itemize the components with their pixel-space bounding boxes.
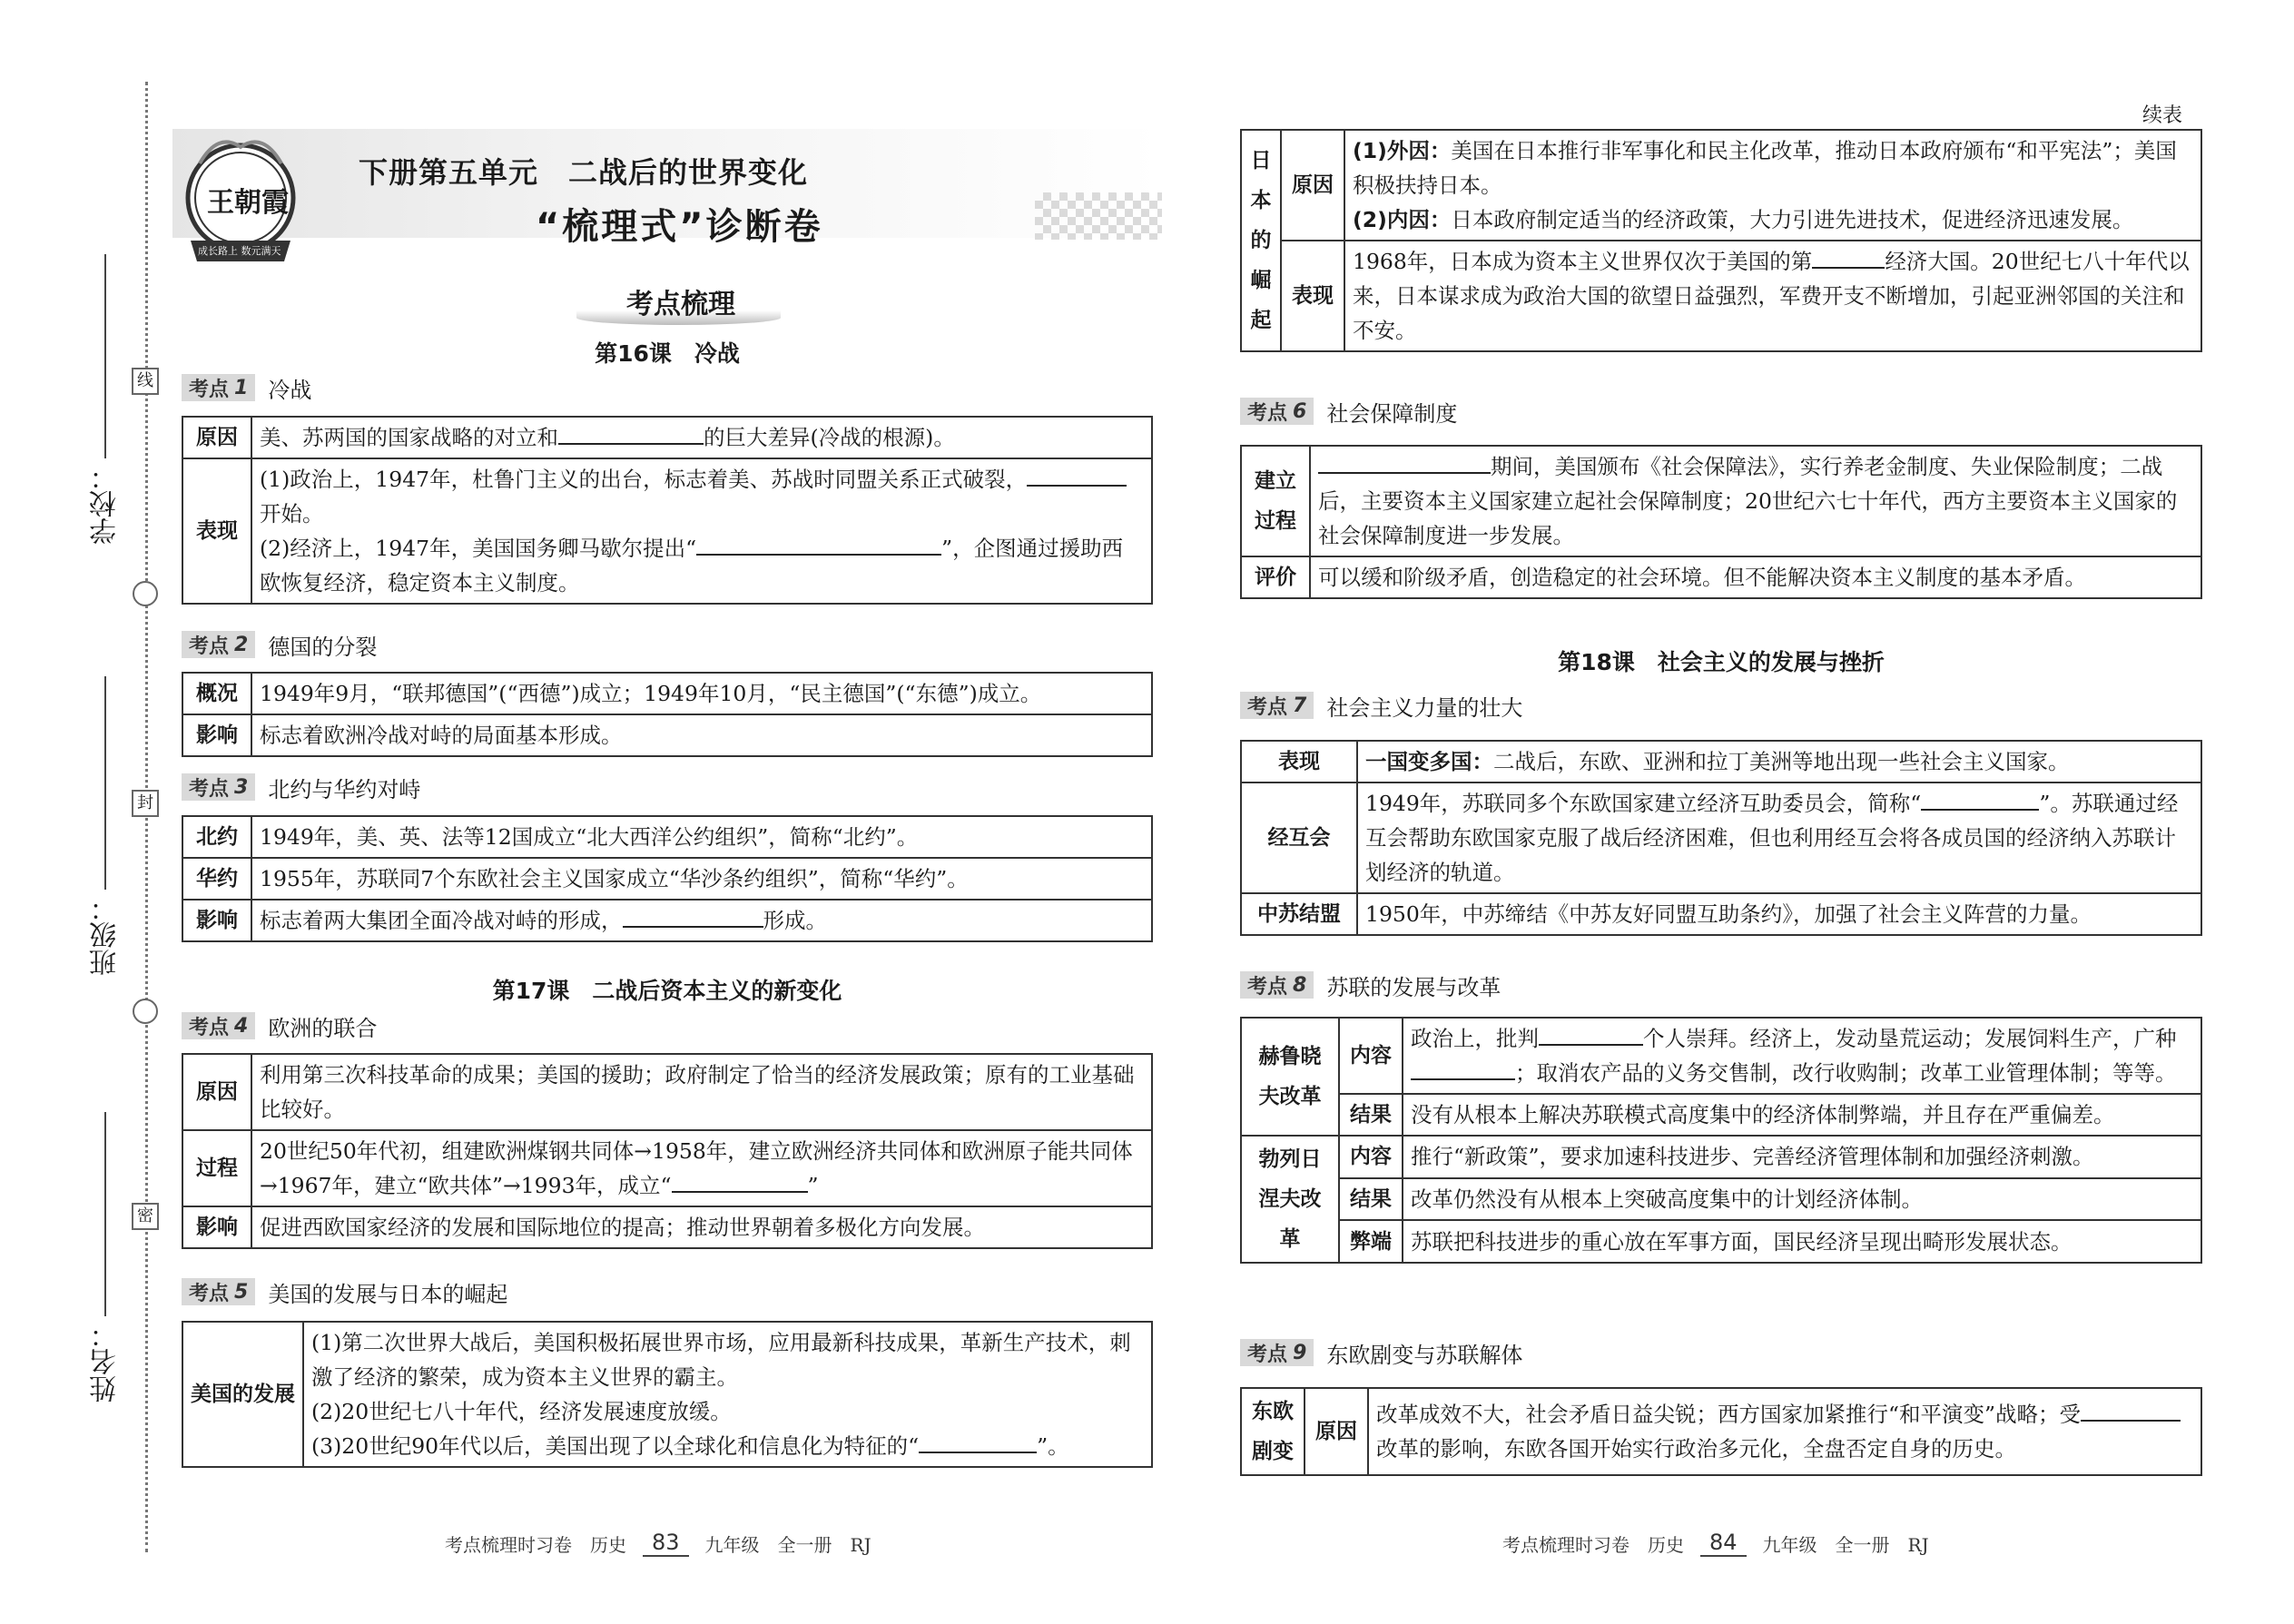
- table-row: 赫鲁晓夫改革 内容 政治上，批判 个人崇拜。经济上，发动垦荒运动；发展饲料生产，广种；取消农产品的义务交售制，改行收购制；改革工业管理体制；等等。: [1241, 1018, 2201, 1094]
- table-row: 影响 促进西欧国家经济的发展和国际地位的提高；推动世界朝着多极化方向发展。: [182, 1206, 1152, 1248]
- table-row: 结果 没有从根本上解决苏联模式高度集中的经济体制弊端，并且存在严重偏差。: [1241, 1094, 2201, 1136]
- kp-5-heading: 考点 5 美国的发展与日本的崛起: [182, 1278, 507, 1305]
- table-row: 评价 可以缓和阶级矛盾，创造稳定的社会环境。但不能解决资本主义制度的基本矛盾。: [1241, 556, 2201, 598]
- table-row: 原因 美、苏两国的国家战略的对立和 的巨大差异(冷战的根源)。: [182, 417, 1152, 458]
- kp-3-heading: 考点 3 北约与华约对峙: [182, 773, 420, 801]
- table-row: 弊端 苏联把科技进步的重心放在军事方面，国民经济呈现出畸形发展状态。: [1241, 1220, 2201, 1263]
- logo-text: 王朝霞: [207, 187, 289, 219]
- name-label: 姓名：: [90, 1321, 122, 1403]
- table-row: 表现 一国变多国：二战后，东欧、亚洲和拉丁美洲等地出现一些社会主义国家。: [1241, 741, 2201, 782]
- fill-blank[interactable]: [1027, 463, 1127, 487]
- footer-right: 考点梳理时习卷 历史 84 九年级 全一册 RJ: [1502, 1530, 1929, 1556]
- kp-2-table: [182, 672, 1153, 757]
- kp-1-table: [182, 416, 1153, 605]
- fill-blank[interactable]: [2081, 1398, 2181, 1422]
- table-row: 原因 利用第三次科技革命的成果；美国的援助；政府制定了恰当的经济发展政策；原有的工业基础比较好。: [182, 1054, 1152, 1130]
- lesson-18-title: 第18课 社会主义的发展与挫折: [1558, 649, 1885, 675]
- table-row: 结果 改革仍然没有从根本上突破高度集中的计划经济体制。: [1241, 1178, 2201, 1221]
- table-row: 表现 1968年，日本成为资本主义世界仅次于美国的第 经济大国。20世纪七八十年代以来，日本谋求成为政治大国的欲望日益强烈，军费开支不断增加，引起亚洲邻国的关注和不安。: [1241, 241, 2201, 351]
- kp-1-heading: 考点 1 冷战: [182, 374, 311, 401]
- fill-blank[interactable]: [672, 1169, 808, 1193]
- table-row: 过程 20世纪50年代初，组建欧洲煤钢共同体→1958年，建立欧洲经济共同体和欧洲原子能共同体→1967年，建立“欧共体”→1993年，成立“ ”: [182, 1130, 1152, 1206]
- seal-line-mark: 线: [132, 368, 159, 395]
- table-row: 东欧剧变 原因 改革成效不大，社会矛盾日益尖锐；西方国家加紧推行“和平演变”战略；受改革的影响，东欧各国开始实行政治多元化，全盘否定自身的历史。: [1241, 1388, 2201, 1475]
- kp-4-heading: 考点 4 欧洲的联合: [182, 1012, 377, 1039]
- fill-blank[interactable]: [696, 532, 941, 556]
- margin-circle-icon: [133, 581, 158, 606]
- school-label: 学校：: [90, 463, 122, 545]
- fill-blank[interactable]: [558, 421, 704, 445]
- table-row: 影响 标志着欧洲冷战对峙的局面基本形成。: [182, 714, 1152, 756]
- section-heading: 考点梳理: [626, 289, 735, 320]
- seal-seal-mark: 封: [132, 790, 159, 817]
- table-row: 勃列日涅夫改革 内容 推行“新政策”，要求加速科技进步、完善经济管理体制和加强经济刺激。: [1241, 1136, 2201, 1178]
- unit-title: 下册第五单元 二战后的世界变化: [359, 155, 809, 190]
- kp-2-heading: 考点 2 德国的分裂: [182, 631, 377, 658]
- class-field[interactable]: [104, 676, 106, 890]
- kp-5-table: [182, 1321, 1153, 1468]
- class-label: 班级：: [90, 894, 122, 976]
- fill-blank[interactable]: [1539, 1022, 1643, 1046]
- lesson-17-title: 第17课 二战后资本主义的新变化: [492, 978, 842, 1004]
- kp-9-table: [1240, 1387, 2202, 1476]
- footer-left: 考点梳理时习卷 历史 83 九年级 全一册 RJ: [445, 1530, 871, 1556]
- kp-6-heading: 考点 6 社会保障制度: [1240, 398, 1457, 425]
- margin-circle-icon: [133, 999, 158, 1024]
- table-row: 北约 1949年，美、英、法等12国成立“北大西洋公约组织”，简称“北约”。: [182, 816, 1152, 858]
- kp-8-table: [1240, 1017, 2202, 1264]
- fill-blank[interactable]: [1318, 450, 1491, 474]
- fill-blank[interactable]: [623, 904, 763, 928]
- kp-3-table: [182, 815, 1153, 942]
- table-row: 建立过程 期间，美国颁布《社会保障法》，实行养老金制度、失业保险制度；二战后，主要资本主义国家建立起社会保障制度；20世纪六七十年代，西方主要资本主义国家的社会保障制度进一步发展。: [1241, 446, 2201, 556]
- fill-blank[interactable]: [1921, 787, 2039, 811]
- table-row: 华约 1955年，苏联同7个东欧社会主义国家成立“华沙条约组织”，简称“华约”。: [182, 858, 1152, 900]
- fill-blank[interactable]: [1411, 1057, 1515, 1080]
- kp-6-table: [1240, 445, 2202, 599]
- fill-blank[interactable]: [919, 1430, 1037, 1453]
- binding-dotted-line: [145, 82, 148, 1552]
- logo-subtext: 成长路上 数元满天: [198, 245, 281, 257]
- table-row: 影响 标志着两大集团全面冷战对峙的形成， 形成。: [182, 900, 1152, 941]
- table-row: 经互会 1949年，苏联同多个东欧国家建立经济互助委员会，简称“ ”。苏联通过经互会帮助东欧国家克服了战后经济困难，但也利用经互会将各成员国的经济纳入苏联计划经济的轨道。: [1241, 782, 2201, 893]
- page-number: 83: [643, 1530, 689, 1557]
- lesson-16-title: 第16课 冷战: [595, 340, 740, 367]
- kp-7-table: [1240, 740, 2202, 936]
- kp-9-heading: 考点 9 东欧剧变与苏联解体: [1240, 1339, 1522, 1366]
- table-row: 概况 1949年9月，“联邦德国”(“西德”)成立；1949年10月，“民主德国”(“东德”)成立。: [182, 673, 1152, 714]
- page-title: “梳理式”诊断卷: [536, 206, 823, 248]
- page-number: 84: [1700, 1530, 1747, 1557]
- table-row: 中苏结盟 1950年，中苏缔结《中苏友好同盟互助条约》，加强了社会主义阵营的力量。: [1241, 893, 2201, 935]
- kp-8-heading: 考点 8 苏联的发展与改革: [1240, 971, 1501, 999]
- header-checker-decoration: [1035, 192, 1162, 240]
- name-field[interactable]: [104, 1112, 106, 1316]
- school-field[interactable]: [104, 254, 106, 458]
- seal-dense-mark: 密: [132, 1203, 159, 1230]
- table-row: 美国的发展 (1)第二次世界大战后，美国积极拓展世界市场，应用最新科技成果，革新生产技术，刺激了经济的繁荣，成为资本主义世界的霸主。 (2)20世纪七八十年代，经济发展速度放缓。 (3)20世纪90年代以后，美国出现了以全球化和信息化为特征的“ ”。: [182, 1322, 1152, 1467]
- kp-5-japan-table: [1240, 129, 2202, 352]
- table-row: 表现 (1)政治上，1947年，杜鲁门主义的出台，标志着美、苏战时同盟关系正式破裂，开始。 (2)经济上，1947年，美国国务卿马歇尔提出“ ”，企图通过援助西欧恢复经济，稳定资本主义制度。: [182, 458, 1152, 604]
- kp-7-heading: 考点 7 社会主义力量的壮大: [1240, 692, 1522, 719]
- kp-4-table: [182, 1053, 1153, 1249]
- table-row: 日本的崛起 原因 (1)外因：美国在日本推行非军事化和民主化改革，推动日本政府颁布“和平宪法”；美国积极扶持日本。 (2)内因：日本政府制定适当的经济政策，大力引进先进技术，促进经济迅速发展。: [1241, 130, 2201, 241]
- fill-blank[interactable]: [1812, 245, 1885, 269]
- continued-label: 续表: [2142, 104, 2183, 127]
